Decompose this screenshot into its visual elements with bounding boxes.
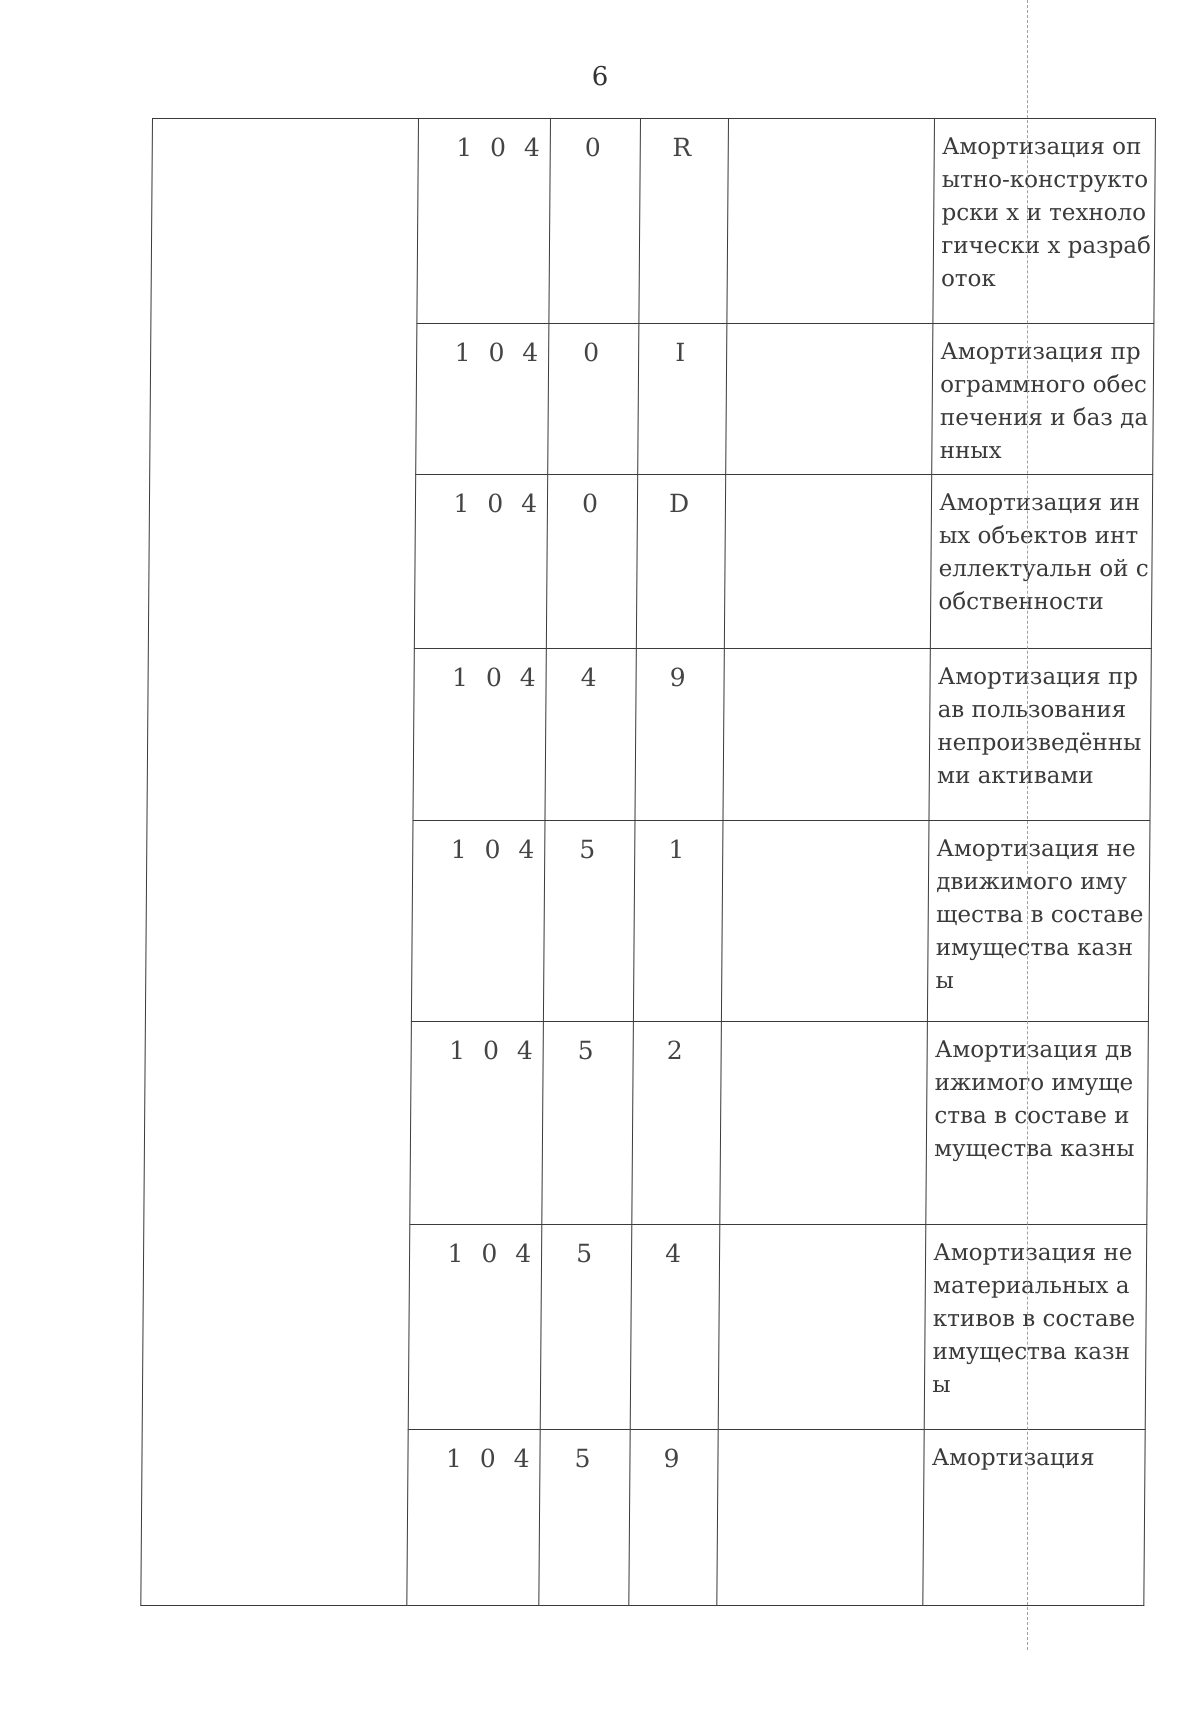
group-cell bbox=[141, 119, 418, 1606]
empty-cell bbox=[724, 475, 932, 649]
account-name-cell: Амортизация недвижимого имущества в составе имущества казны bbox=[928, 821, 1150, 1022]
empty-cell bbox=[721, 821, 929, 1022]
account-name-cell: Амортизация опытно-конструкторски х и технологически х разработок bbox=[933, 119, 1155, 324]
account-name-cell: Амортизация bbox=[923, 1430, 1145, 1606]
code-digit-cell: 5 bbox=[542, 1022, 634, 1225]
account-name-cell: Амортизация прав пользования непроизведённы ми активами bbox=[929, 649, 1151, 821]
code-digit-cell: 2 bbox=[632, 1022, 721, 1225]
code-digit-cell: R bbox=[639, 119, 728, 324]
code-digit-cell: 9 bbox=[629, 1430, 718, 1606]
account-code-cell: 1 0 4 bbox=[414, 475, 548, 649]
account-code-cell: 1 0 4 bbox=[411, 821, 545, 1022]
account-name-cell: Амортизация программного обеспечения и баз данных bbox=[932, 324, 1154, 475]
account-code-cell: 1 0 4 bbox=[415, 324, 548, 475]
account-code-cell: 1 0 4 bbox=[412, 649, 546, 821]
account-name-cell: Амортизация движимого имущества в составе имущества казны bbox=[926, 1022, 1148, 1225]
page-number: 6 bbox=[591, 62, 609, 92]
code-digit-cell: 5 bbox=[539, 1430, 631, 1606]
empty-cell bbox=[725, 324, 933, 475]
empty-cell bbox=[723, 649, 931, 821]
empty-cell bbox=[718, 1225, 926, 1430]
code-digit-cell: 0 bbox=[547, 324, 639, 475]
code-digit-cell: 5 bbox=[540, 1225, 632, 1430]
account-code-cell: 1 0 4 bbox=[409, 1022, 543, 1225]
code-digit-cell: 0 bbox=[549, 119, 641, 324]
accounts-table bbox=[140, 118, 1156, 1606]
account-code-cell: 1 0 4 bbox=[408, 1225, 542, 1430]
code-digit-cell: 9 bbox=[635, 649, 724, 821]
code-digit-cell: 5 bbox=[543, 821, 635, 1022]
account-name-cell: Амортизация нематериальных активов в составе имущества казны bbox=[924, 1225, 1146, 1430]
code-digit-cell: 4 bbox=[631, 1225, 720, 1430]
account-code-cell: 1 0 4 bbox=[416, 119, 550, 324]
account-name-cell: Амортизация иных объектов интеллектуальн ой собственности bbox=[931, 475, 1153, 649]
code-digit-cell: D bbox=[637, 475, 726, 649]
code-digit-cell: 4 bbox=[545, 649, 637, 821]
account-code-cell: 1 0 4 bbox=[406, 1430, 540, 1606]
empty-cell bbox=[717, 1430, 925, 1606]
code-digit-cell: I bbox=[638, 324, 727, 475]
empty-cell bbox=[727, 119, 935, 324]
code-digit-cell: 0 bbox=[546, 475, 638, 649]
scan-fold-line bbox=[1027, 0, 1028, 1650]
table-row bbox=[151, 119, 1156, 324]
accounts-table-wrapper bbox=[140, 118, 1156, 1596]
code-digit-cell: 1 bbox=[634, 821, 723, 1022]
empty-cell bbox=[720, 1022, 928, 1225]
